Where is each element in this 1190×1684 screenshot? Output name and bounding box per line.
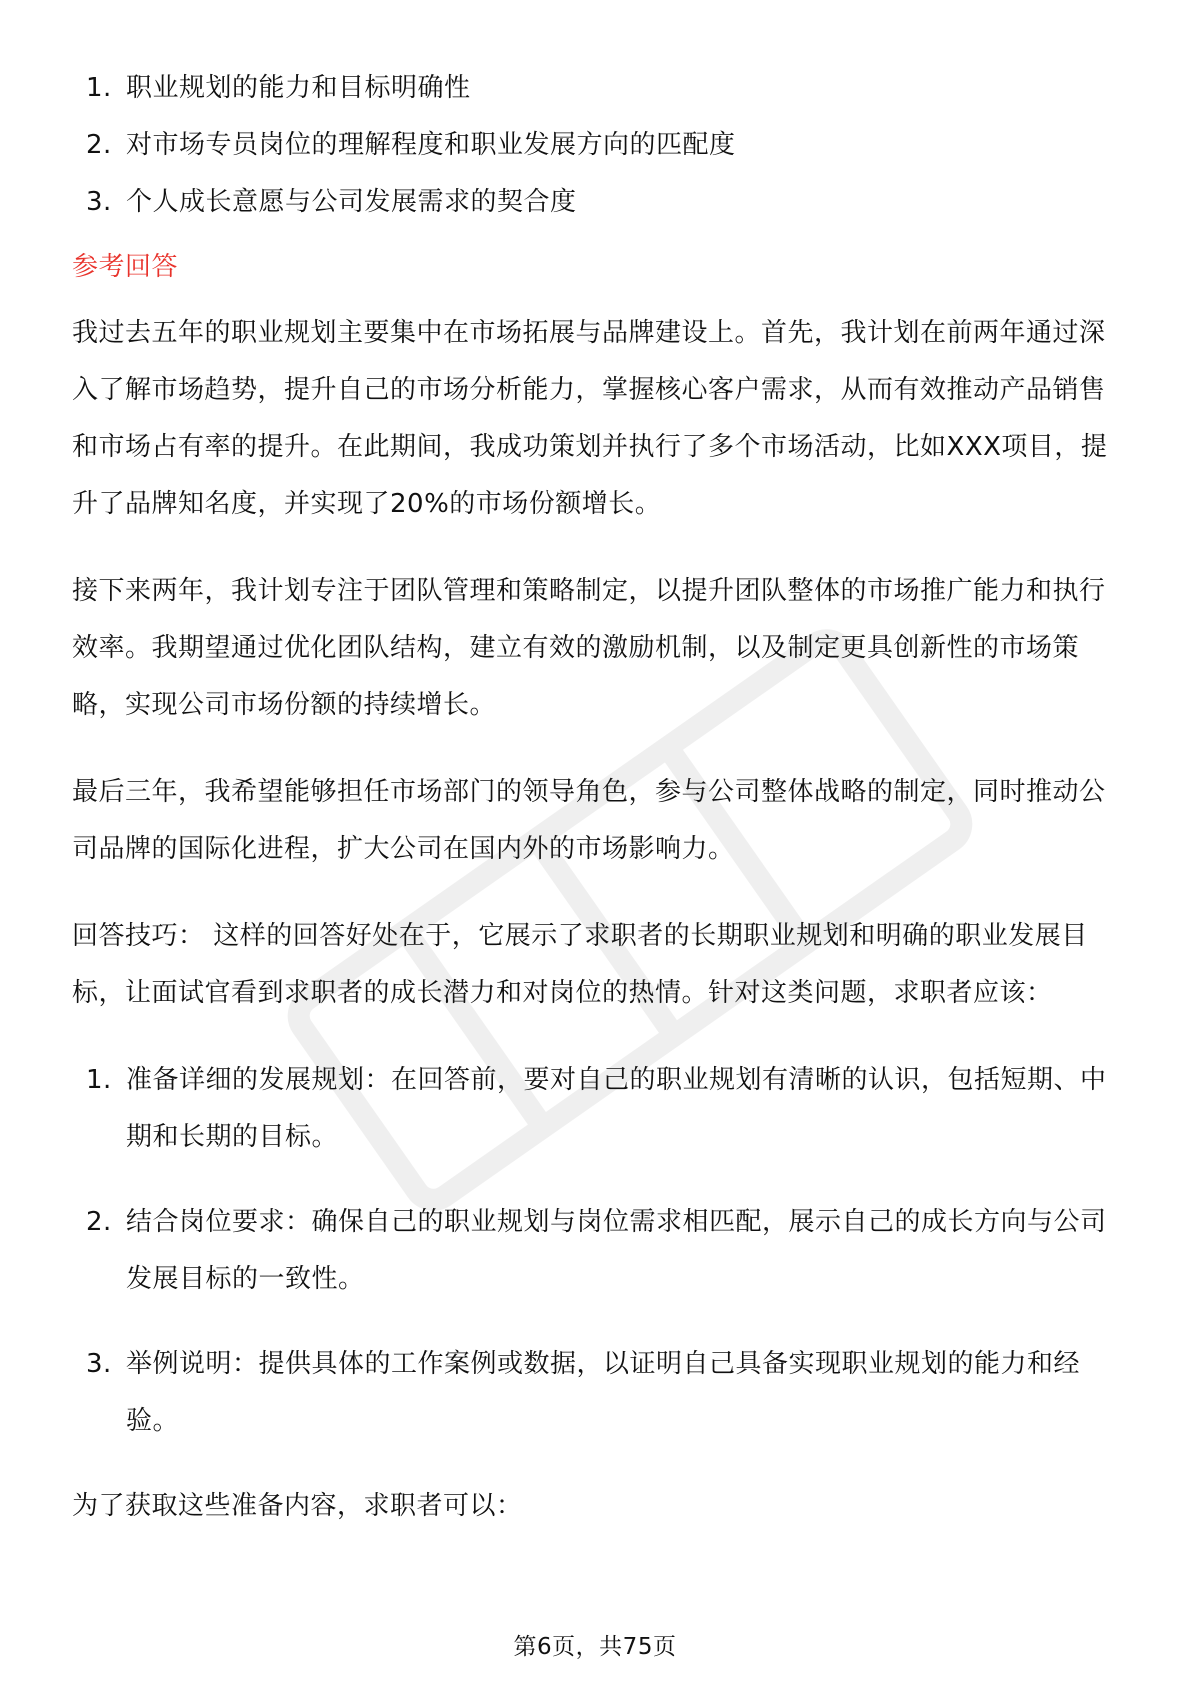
list-text: 结合岗位要求：确保自己的职业规划与岗位需求相匹配，展示自己的成长方向与公司发展目标的一致性。 bbox=[126, 1207, 1107, 1294]
list-text: 对市场专员岗位的理解程度和职业发展方向的匹配度 bbox=[126, 130, 736, 160]
closing-paragraph: 为了获取这些准备内容，求职者可以： bbox=[72, 1491, 523, 1521]
list-number: 1. bbox=[86, 1065, 112, 1095]
document-content bbox=[72, 60, 1122, 1565]
tips-intro-paragraph: 回答技巧： 这样的回答好处在于，它展示了求职者的长期职业规划和明确的职业发展目标，让面试官看到求职者的成长潜力和对岗位的热情。针对这类问题，求职者应该： bbox=[72, 921, 1088, 1008]
answer-heading: 参考回答 bbox=[72, 252, 179, 282]
list-text: 举例说明：提供具体的工作案例或数据，以证明自己具备实现职业规划的能力和经验。 bbox=[126, 1349, 1081, 1436]
paragraph: 接下来两年，我计划专注于团队管理和策略制定，以提升团队整体的市场推广能力和执行效率。我期望通过优化团队结构，建立有效的激励机制，以及制定更具创新性的市场策略，实现公司市场份额的持续增长。 bbox=[72, 576, 1106, 720]
page-footer: 第6页，共75页 bbox=[513, 1634, 677, 1660]
intro-list bbox=[72, 60, 1122, 231]
list-number: 1. bbox=[86, 73, 112, 103]
list-item bbox=[72, 60, 1122, 117]
list-text: 职业规划的能力和目标明确性 bbox=[126, 73, 471, 103]
list-text: 个人成长意愿与公司发展需求的契合度 bbox=[126, 187, 577, 217]
list-item bbox=[72, 174, 1122, 231]
list-item bbox=[72, 1194, 1122, 1308]
list-number: 2. bbox=[86, 130, 112, 160]
list-item bbox=[72, 1336, 1122, 1450]
tips-list bbox=[72, 1052, 1122, 1450]
list-item bbox=[72, 1052, 1122, 1166]
list-number: 3. bbox=[86, 187, 112, 217]
paragraph: 最后三年，我希望能够担任市场部门的领导角色，参与公司整体战略的制定，同时推动公司品牌的国际化进程，扩大公司在国内外的市场影响力。 bbox=[72, 777, 1106, 864]
list-number: 2. bbox=[86, 1207, 112, 1237]
paragraph: 我过去五年的职业规划主要集中在市场拓展与品牌建设上。首先，我计划在前两年通过深入了解市场趋势，提升自己的市场分析能力，掌握核心客户需求，从而有效推动产品销售和市场占有率的提升。在此期间，我成功策划并执行了多个市场活动，比如XXX项目，提升了品牌知名度，并实现了20%的市场份额增长。 bbox=[72, 318, 1108, 519]
list-item bbox=[72, 117, 1122, 174]
list-number: 3. bbox=[86, 1349, 112, 1379]
list-text: 准备详细的发展规划：在回答前，要对自己的职业规划有清晰的认识，包括短期、中期和长期的目标。 bbox=[126, 1065, 1107, 1152]
